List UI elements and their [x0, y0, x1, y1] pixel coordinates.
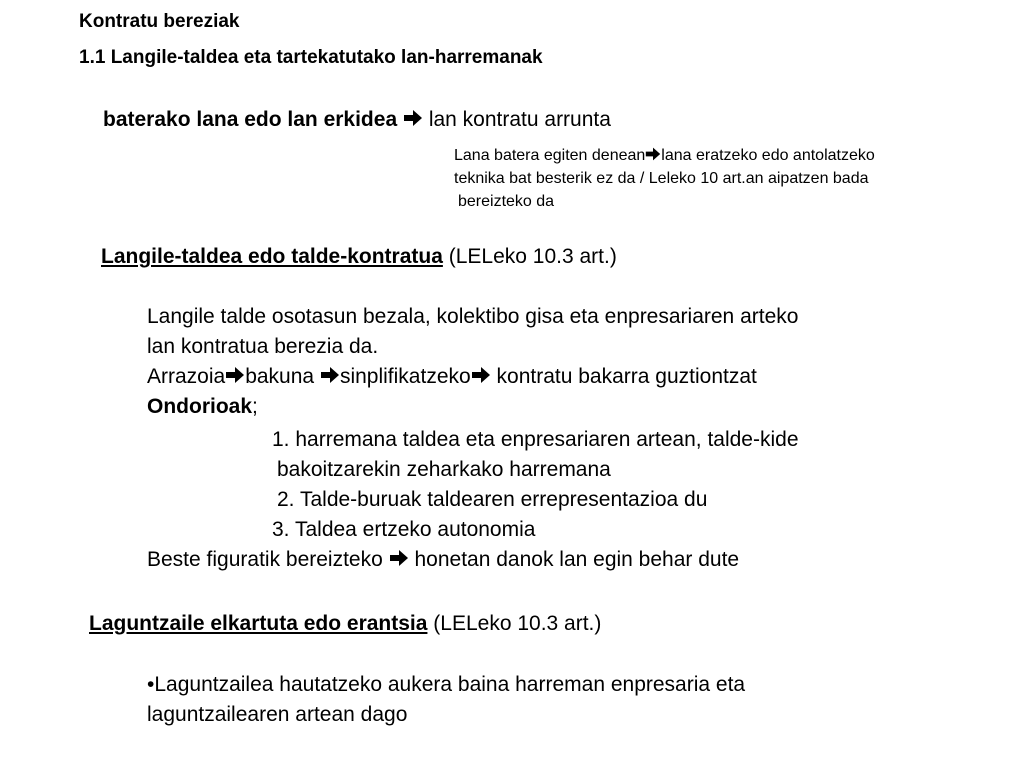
common-work-note-line1 [454, 146, 875, 167]
arrow-right-icon [225, 365, 245, 391]
section-subtitle: 1.1 Langile-taldea eta tartekatutako lan-harremanak [79, 47, 543, 68]
associated-helper-bullet-line1: •Laguntzailea hautatzeko aukera baina harreman enpresaria eta [147, 673, 746, 696]
consequence-item-1-line1: 1. harremana taldea eta enpresariaren artean, talde-kide [272, 428, 799, 451]
group-contract-desc-line1: Langile talde osotasun bezala, kolektibo gisa eta enpresariaren arteko [147, 305, 799, 328]
consequence-item-3: 3. Taldea ertzeko autonomia [272, 518, 536, 541]
associated-helper-bullet-line2: laguntzailearen artean dago [147, 703, 408, 726]
common-work-line [103, 108, 611, 134]
consequences-label: Ondorioak [147, 395, 253, 418]
arrow-right-icon [320, 365, 340, 391]
common-work-label: baterako lana edo lan erkidea [103, 108, 398, 131]
common-work-note-line3: bereizteko da [458, 193, 555, 210]
consequence-item-2: 2. Talde-buruak taldearen errepresentazioa du [277, 488, 708, 511]
note-text-b: lana eratzeko edo antolatzeko [661, 147, 875, 164]
reason-text-c: sinplifikatzeko [339, 365, 471, 388]
arrow-right-icon [645, 146, 661, 167]
group-contract-ref: (LELeko 10.3 art.) [448, 245, 617, 268]
distinguish-text-a: Beste figuratik bereizteko [147, 548, 383, 571]
group-contract-reason [147, 365, 757, 391]
associated-helper-heading [89, 612, 601, 636]
reason-text-a: Arrazoia [147, 365, 226, 388]
note-text-a: Lana batera egiten denean [454, 147, 646, 164]
common-work-result: lan kontratu arrunta [428, 108, 611, 131]
arrow-right-icon [403, 108, 423, 134]
reason-text-d: kontratu bakarra guztiontzat [496, 365, 757, 388]
consequences-label-line [147, 395, 258, 419]
arrow-right-icon [389, 548, 409, 574]
associated-helper-ref: (LELeko 10.3 art.) [433, 612, 602, 635]
common-work-note-line2: teknika bat besterik ez da / Leleko 10 art.an aipatzen bada [454, 170, 869, 187]
associated-helper-title: Laguntzaile elkartuta edo erantsia [89, 612, 428, 635]
distinguish-text-b: honetan danok lan egin behar dute [414, 548, 740, 571]
group-contract-desc-line2: lan kontratua berezia da. [147, 335, 379, 358]
arrow-right-icon [471, 365, 491, 391]
reason-text-b: bakuna [245, 365, 315, 388]
distinguish-line [147, 548, 739, 574]
consequences-punct: ; [252, 395, 258, 418]
consequence-item-1-line2: bakoitzarekin zeharkako harremana [277, 458, 611, 481]
group-contract-heading [101, 245, 617, 269]
group-contract-title: Langile-taldea edo talde-kontratua [101, 245, 443, 268]
page-title: Kontratu bereziak [79, 11, 240, 32]
